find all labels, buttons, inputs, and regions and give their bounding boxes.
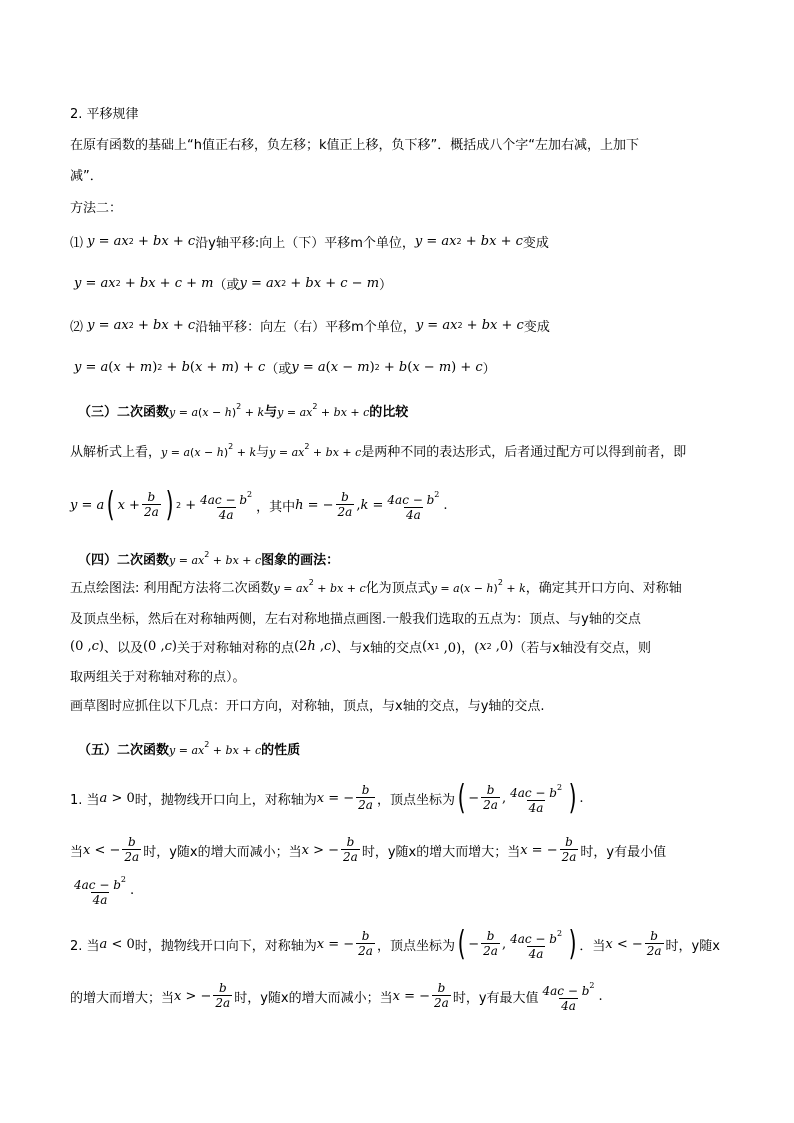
heading-5: （五）二次函数 $y = ax^2$ + bx + c 的性质 (78, 739, 301, 758)
five-point-1b: 化为顶点式 (365, 580, 431, 596)
frac-4ac: $\frac{4ac - b^2}{4a}$ (200, 490, 253, 522)
item-1-or: （或 (213, 277, 240, 293)
prop-1-line-1: 1. 当 a > 0 时，抛物线开口向上，对称轴为 x = − $\frac{b}{2a}$ ，顶点坐标为 ( − $\frac{b}{2a}$ , $\frac{4ac - b^2}{4a}$ ) . (70, 778, 584, 818)
heading-5-post: 的性质 (261, 742, 301, 758)
prop-1-line2-c: 时，y随x的增大而增大；当 (361, 844, 521, 860)
item-2-or: （或 (265, 361, 292, 377)
prop-2-line2-b: 时，y随x的增大而减小；当 (234, 990, 393, 1006)
compare-pre: 从解析式上看， (70, 444, 162, 460)
heading-5-pre: （五）二次函数 (78, 742, 170, 758)
method-two (70, 194, 122, 218)
five-point-1a: 五点绘图法: 利用配方法将二次函数 (70, 580, 274, 596)
prop-2-b: 时，抛物线开口向下，对称轴为 (134, 938, 317, 954)
prop-1-c: ，顶点坐标为 (376, 792, 455, 808)
prop-1-line-3: $\frac{4ac - b^2}{4a}$ . (74, 875, 135, 907)
prop-1-b: 时，抛物线开口向上，对称轴为 (134, 792, 317, 808)
item-1-line: ⑴ y = ax 2 + bx + c 沿y轴平移:向上（下）平移m个单位， y = ax 2 + bx + c 变成 (70, 233, 549, 251)
prop-1-line2-a: 当 (70, 844, 84, 860)
compare-post: 是两种不同的表达形式，后者通过配方可以得到前者，即 (361, 444, 687, 460)
compare-line-1: 从解析式上看， $y = a(x - h)^2 + k$ 与 $y = ax^2$ + bx + c 是两种不同的表达形式，后者通过配方可以得到前者，即 (70, 441, 687, 460)
prop-2-d: ．当 (579, 938, 606, 954)
prop-2-a: 2. 当 (70, 938, 100, 954)
five-point-3a: 、以及 (103, 640, 143, 656)
prop-1-line2-b: 时，y随x的增大而减小；当 (143, 844, 302, 860)
prop-1-line2-d: 时，y有最小值 (580, 844, 667, 860)
heading-4-post: 图象的画法： (261, 552, 340, 568)
five-point-line-3: (0 , c ) 、以及 (0 , c ) 关于对称轴对称的点 (2 h , c ) 、与x轴的交点 ( x 1 ,0)，( x 2 ,0) （若与x轴没有交点，则 (70, 638, 651, 656)
method-two-text: 方法二： (70, 200, 123, 216)
five-point-1c: ，确定其开口方向、对称轴 (525, 580, 682, 596)
heading-3-pre: （三）二次函数 (78, 404, 170, 420)
prop-2-line2-a: 的增大而增大；当 (70, 990, 175, 1006)
five-point-2: 及顶点坐标，然后在对称轴两侧，左右对称地描点画图.一般我们选取的五点为：顶点、与y轴的交点 (70, 611, 641, 627)
compare-line-2: y = a ( x + $\frac{b}{2a}$ ) 2 + $\frac{4ac - b^2}{4a}$ ，其中 h = − $\frac{b}{2a}$ , k = $\frac{4ac - b^2}{4a}$ . (70, 485, 448, 525)
compare-where: ，其中 (256, 499, 296, 515)
rule-text-1: 在原有函数的基础上“h值正右移，负左移；k值正上移，负下移”．概括成八个字“左加右减，上加下 (70, 137, 639, 153)
rule-line-1 (70, 131, 639, 155)
sketch-line (70, 692, 545, 716)
item-1-close: ） (379, 277, 393, 293)
sketch-text: 画草图时应抓住以下几点：开口方向，对称轴，顶点，与x轴的交点，与y轴的交点. (70, 698, 545, 714)
five-point-line-4 (70, 663, 246, 687)
item-2-close: ） (482, 361, 496, 377)
five-point-3b: 关于对称轴对称的点 (176, 640, 294, 656)
prop-2-line-1: 2. 当 a < 0 时，抛物线开口向下，对称轴为 x = − $\frac{b}{2a}$ ，顶点坐标为 ( − $\frac{b}{2a}$ , $\frac{4ac - b^2}{4a}$ ) ．当 x < − $\frac{b}{2a}$ 时，y随x (70, 924, 720, 964)
heading-4: （四）二次函数 $y = ax^2$ + bx + c 图象的画法： (78, 549, 340, 568)
heading-3-post: 的比较 (369, 404, 409, 420)
heading-3-mid: 与 (264, 404, 278, 420)
heading-4-pre: （四）二次函数 (78, 552, 170, 568)
prop-1-a: 1. 当 (70, 792, 100, 808)
frac-b-2a: $\frac{b}{2a}$ (143, 490, 159, 519)
item-1-result-label: 变成 (522, 235, 549, 251)
heading-3: （三）二次函数 $y = a(x - h)^2 + k$ 与 $y = ax^2$ + bx + c 的比较 (78, 401, 409, 420)
five-point-3c: 、与x轴的交点 (336, 640, 423, 656)
prop-2-line2-c: 时，y有最大值 (452, 990, 539, 1006)
prop-1-line-2: 当 x < − $\frac{b}{2a}$ 时，y随x的增大而减小；当 x > − $\frac{b}{2a}$ 时，y随x的增大而增大；当 x = − $\frac{b}{2a}$ 时，y有最小值 (70, 835, 667, 864)
item-1-result: y = ax 2 + bx + c + m （或 y = ax 2 + bx + c − m ） (74, 275, 393, 293)
item-2-result: y = a ( x + m ) 2 + b ( x + m ) + c （或 y = a ( x − m ) 2 + b ( x − m ) + c ） (74, 359, 496, 377)
prop-2-e: 时，y随x (665, 938, 720, 954)
item-2-line: ⑵ y = ax 2 + bx + c 沿轴平移：向左（右）平移m个单位， y = ax 2 + bx + c 变成 (70, 317, 550, 335)
five-point-line-1: 五点绘图法: 利用配方法将二次函数 $y = ax^2$ + bx + c 化为顶点式 $y = a(x - h)^2 + k$ ，确定其开口方向、对称轴 (70, 577, 682, 596)
five-point-4: 取两组关于对称轴对称的点）。 (70, 669, 246, 685)
rule-text-2: 减”． (70, 168, 103, 184)
item-1-suffix: 沿y轴平移:向上（下）平移m个单位， (195, 235, 415, 251)
section-2-title (70, 100, 139, 124)
prop-2-c: ，顶点坐标为 (376, 938, 455, 954)
compare-mid: 与 (256, 444, 270, 460)
five-point-3d: （若与x轴没有交点，则 (513, 640, 651, 656)
item-2-result-label: 变成 (523, 319, 550, 335)
rule-line-2 (70, 162, 103, 186)
five-point-line-2 (70, 605, 641, 629)
section-2-title-text: 2. 平移规律 (70, 106, 139, 122)
item-2-suffix: 沿轴平移：向左（右）平移m个单位， (195, 319, 416, 335)
prop-2-line-2: 的增大而增大；当 x > − $\frac{b}{2a}$ 时，y随x的增大而减小；当 x = − $\frac{b}{2a}$ 时，y有最大值 $\frac{4ac - b^2}{4a}$ . (70, 981, 603, 1013)
